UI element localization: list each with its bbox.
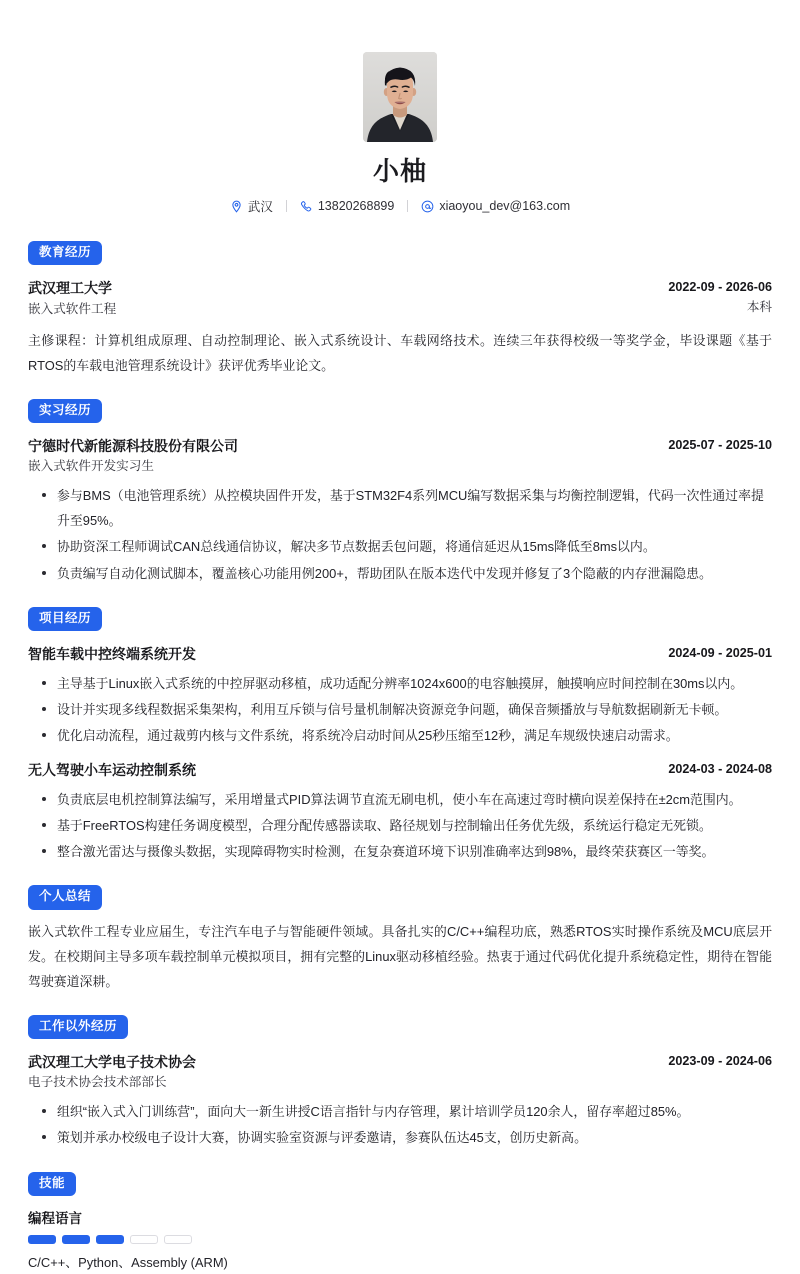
education-entry (28, 278, 772, 378)
summary-text: 嵌入式软件工程专业应届生，专注汽车电子与智能硬件领域。具备扎实的C/C++编程功底，熟悉RTOS实时操作系统及MCU底层开发。在校期间主导多项车载控制单元模拟项目，拥有完整的Linux驱动移植经验。热衷于通过代码优化提升系统稳定性，期待在智能驾驶赛道深耕。 (28, 923, 772, 989)
internship-bullets (28, 483, 772, 586)
location-pin-icon (230, 200, 243, 213)
contact-email-value: xiaoyou_dev@163.com (439, 199, 571, 214)
section-badge-summary: 个人总结 (28, 885, 102, 909)
list-item: 组织“嵌入式入门训练营”，面向大一新生讲授C语言指针与内存管理，累计培训学员120余人，留存率超过85%。 (28, 1099, 772, 1124)
avatar (363, 52, 437, 142)
entry-right (668, 436, 772, 454)
list-item: 主导基于Linux嵌入式系统的中控屏驱动移植，成功适配分辨率1024x600的电容触摸屏，触摸响应时间控制在30ms以内。 (28, 671, 772, 696)
organization-name: 武汉理工大学 (28, 280, 112, 297)
section-badge-education: 教育经历 (28, 241, 102, 265)
contact-phone (300, 199, 394, 213)
role-title: 电子技术协会技术部部长 (28, 1075, 167, 1090)
skill-segment-empty (164, 1235, 192, 1244)
skill-segment-filled (28, 1235, 56, 1244)
contact-row (230, 197, 570, 215)
list-item: 基于FreeRTOS构建任务调度模型，合理分配传感器读取、路径规划与控制输出任务优先级，系统运行稳定无死锁。 (28, 813, 772, 838)
contact-location (230, 197, 273, 215)
contact-location-value: 武汉 (247, 200, 273, 215)
entry-left (28, 644, 196, 664)
entry-left (28, 278, 116, 318)
entry-header (28, 644, 772, 664)
entry-header (28, 760, 772, 780)
avatar-photo-icon (363, 52, 437, 142)
list-item: 设计并实现多线程数据采集架构，利用互斥锁与信号量机制解决资源竞争问题，确保音频播放与导航数据刷新无卡顿。 (28, 697, 772, 722)
extracurricular-entry (28, 1052, 772, 1151)
list-item: 整合激光雷达与摄像头数据，实现障碍物实时检测，在复杂赛道环境下识别准确率达到98%，最终荣获赛区一等奖。 (28, 839, 772, 864)
organization-name: 武汉理工大学电子技术协会 (28, 1054, 196, 1071)
date-range: 2025-07 - 2025-10 (668, 437, 772, 452)
entry-right (668, 278, 772, 316)
section-skills (28, 1172, 772, 1274)
entry-left (28, 436, 238, 476)
entry-header (28, 436, 772, 476)
date-range: 2024-03 - 2024-08 (668, 761, 772, 776)
entry-header (28, 278, 772, 318)
list-item: 负责编写自动化测试脚本，覆盖核心功能用例200+，帮助团队在版本迭代中发现并修复了3个隐蔽的内存泄漏隐患。 (28, 561, 772, 586)
resume-header (28, 0, 772, 215)
skill-description: C/C++、Python、Assembly (ARM) (28, 1255, 228, 1270)
education-description: 主修课程：计算机组成原理、自动控制理论、嵌入式系统设计、车载网络技术。连续三年获得校级一等奖学金，毕设课题《基于RTOS的车载电池管理系统设计》获评优秀毕业论文。 (28, 332, 772, 373)
project-entry (28, 644, 772, 749)
entry-right (668, 760, 772, 778)
phone-icon (300, 200, 313, 213)
contact-phone-value: 13820268899 (317, 199, 395, 214)
list-item: 参与BMS（电池管理系统）从控模块固件开发，基于STM32F4系列MCU编写数据采集与均衡控制逻辑，代码一次性通过率提升至95%。 (28, 483, 772, 533)
date-range: 2023-09 - 2024-06 (668, 1054, 772, 1069)
section-badge-projects: 项目经历 (28, 607, 102, 631)
role-title: 嵌入式软件开发实习生 (28, 459, 154, 474)
section-badge-internship: 实习经历 (28, 399, 102, 423)
contact-divider (407, 200, 408, 212)
date-range: 2022-09 - 2026-06 (668, 280, 772, 295)
skill-item (28, 1209, 772, 1274)
section-education (28, 241, 772, 378)
skill-level-bar (28, 1235, 772, 1244)
extracurricular-bullets (28, 1099, 772, 1150)
project-entry (28, 760, 772, 865)
date-range: 2024-09 - 2025-01 (668, 645, 772, 660)
role-title: 嵌入式软件工程 (28, 301, 117, 316)
list-item: 策划并承办校级电子设计大赛，协调实验室资源与评委邀请，参赛队伍达45支，创历史新高。 (28, 1125, 772, 1150)
section-extracurricular (28, 1015, 772, 1151)
entry-left (28, 1052, 196, 1092)
project-title: 智能车载中控终端系统开发 (28, 645, 196, 662)
section-badge-skills: 技能 (28, 1172, 76, 1196)
skill-name: 编程语言 (28, 1210, 82, 1226)
section-internship (28, 399, 772, 586)
contact-divider (286, 200, 287, 212)
internship-entry (28, 436, 772, 586)
entry-right (668, 644, 772, 662)
entry-header (28, 1052, 772, 1092)
skill-segment-filled (62, 1235, 90, 1244)
entry-left (28, 760, 196, 780)
list-item: 优化启动流程，通过裁剪内核与文件系统，将系统冷启动时间从25秒压缩至12秒，满足车规级快速启动需求。 (28, 723, 772, 748)
skill-segment-filled (96, 1235, 124, 1244)
section-projects (28, 607, 772, 865)
skill-segment-empty (130, 1235, 158, 1244)
degree-level: 本科 (746, 299, 772, 314)
list-item: 负责底层电机控制算法编写，采用增量式PID算法调节直流无刷电机，使小车在高速过弯时横向误差保持在±2cm范围内。 (28, 787, 772, 812)
entry-right (668, 1052, 772, 1070)
project-bullets (28, 671, 772, 748)
organization-name: 宁德时代新能源科技股份有限公司 (28, 437, 238, 454)
section-badge-extracurricular: 工作以外经历 (28, 1015, 128, 1039)
email-at-icon (421, 200, 434, 213)
section-summary (28, 885, 772, 994)
list-item: 协助资深工程师调试CAN总线通信协议，解决多节点数据丢包问题，将通信延迟从15ms降低至8ms以内。 (28, 534, 772, 559)
project-title: 无人驾驶小车运动控制系统 (28, 761, 196, 778)
project-bullets (28, 787, 772, 864)
page-title: 小柚 (372, 156, 427, 186)
contact-email (421, 199, 570, 213)
